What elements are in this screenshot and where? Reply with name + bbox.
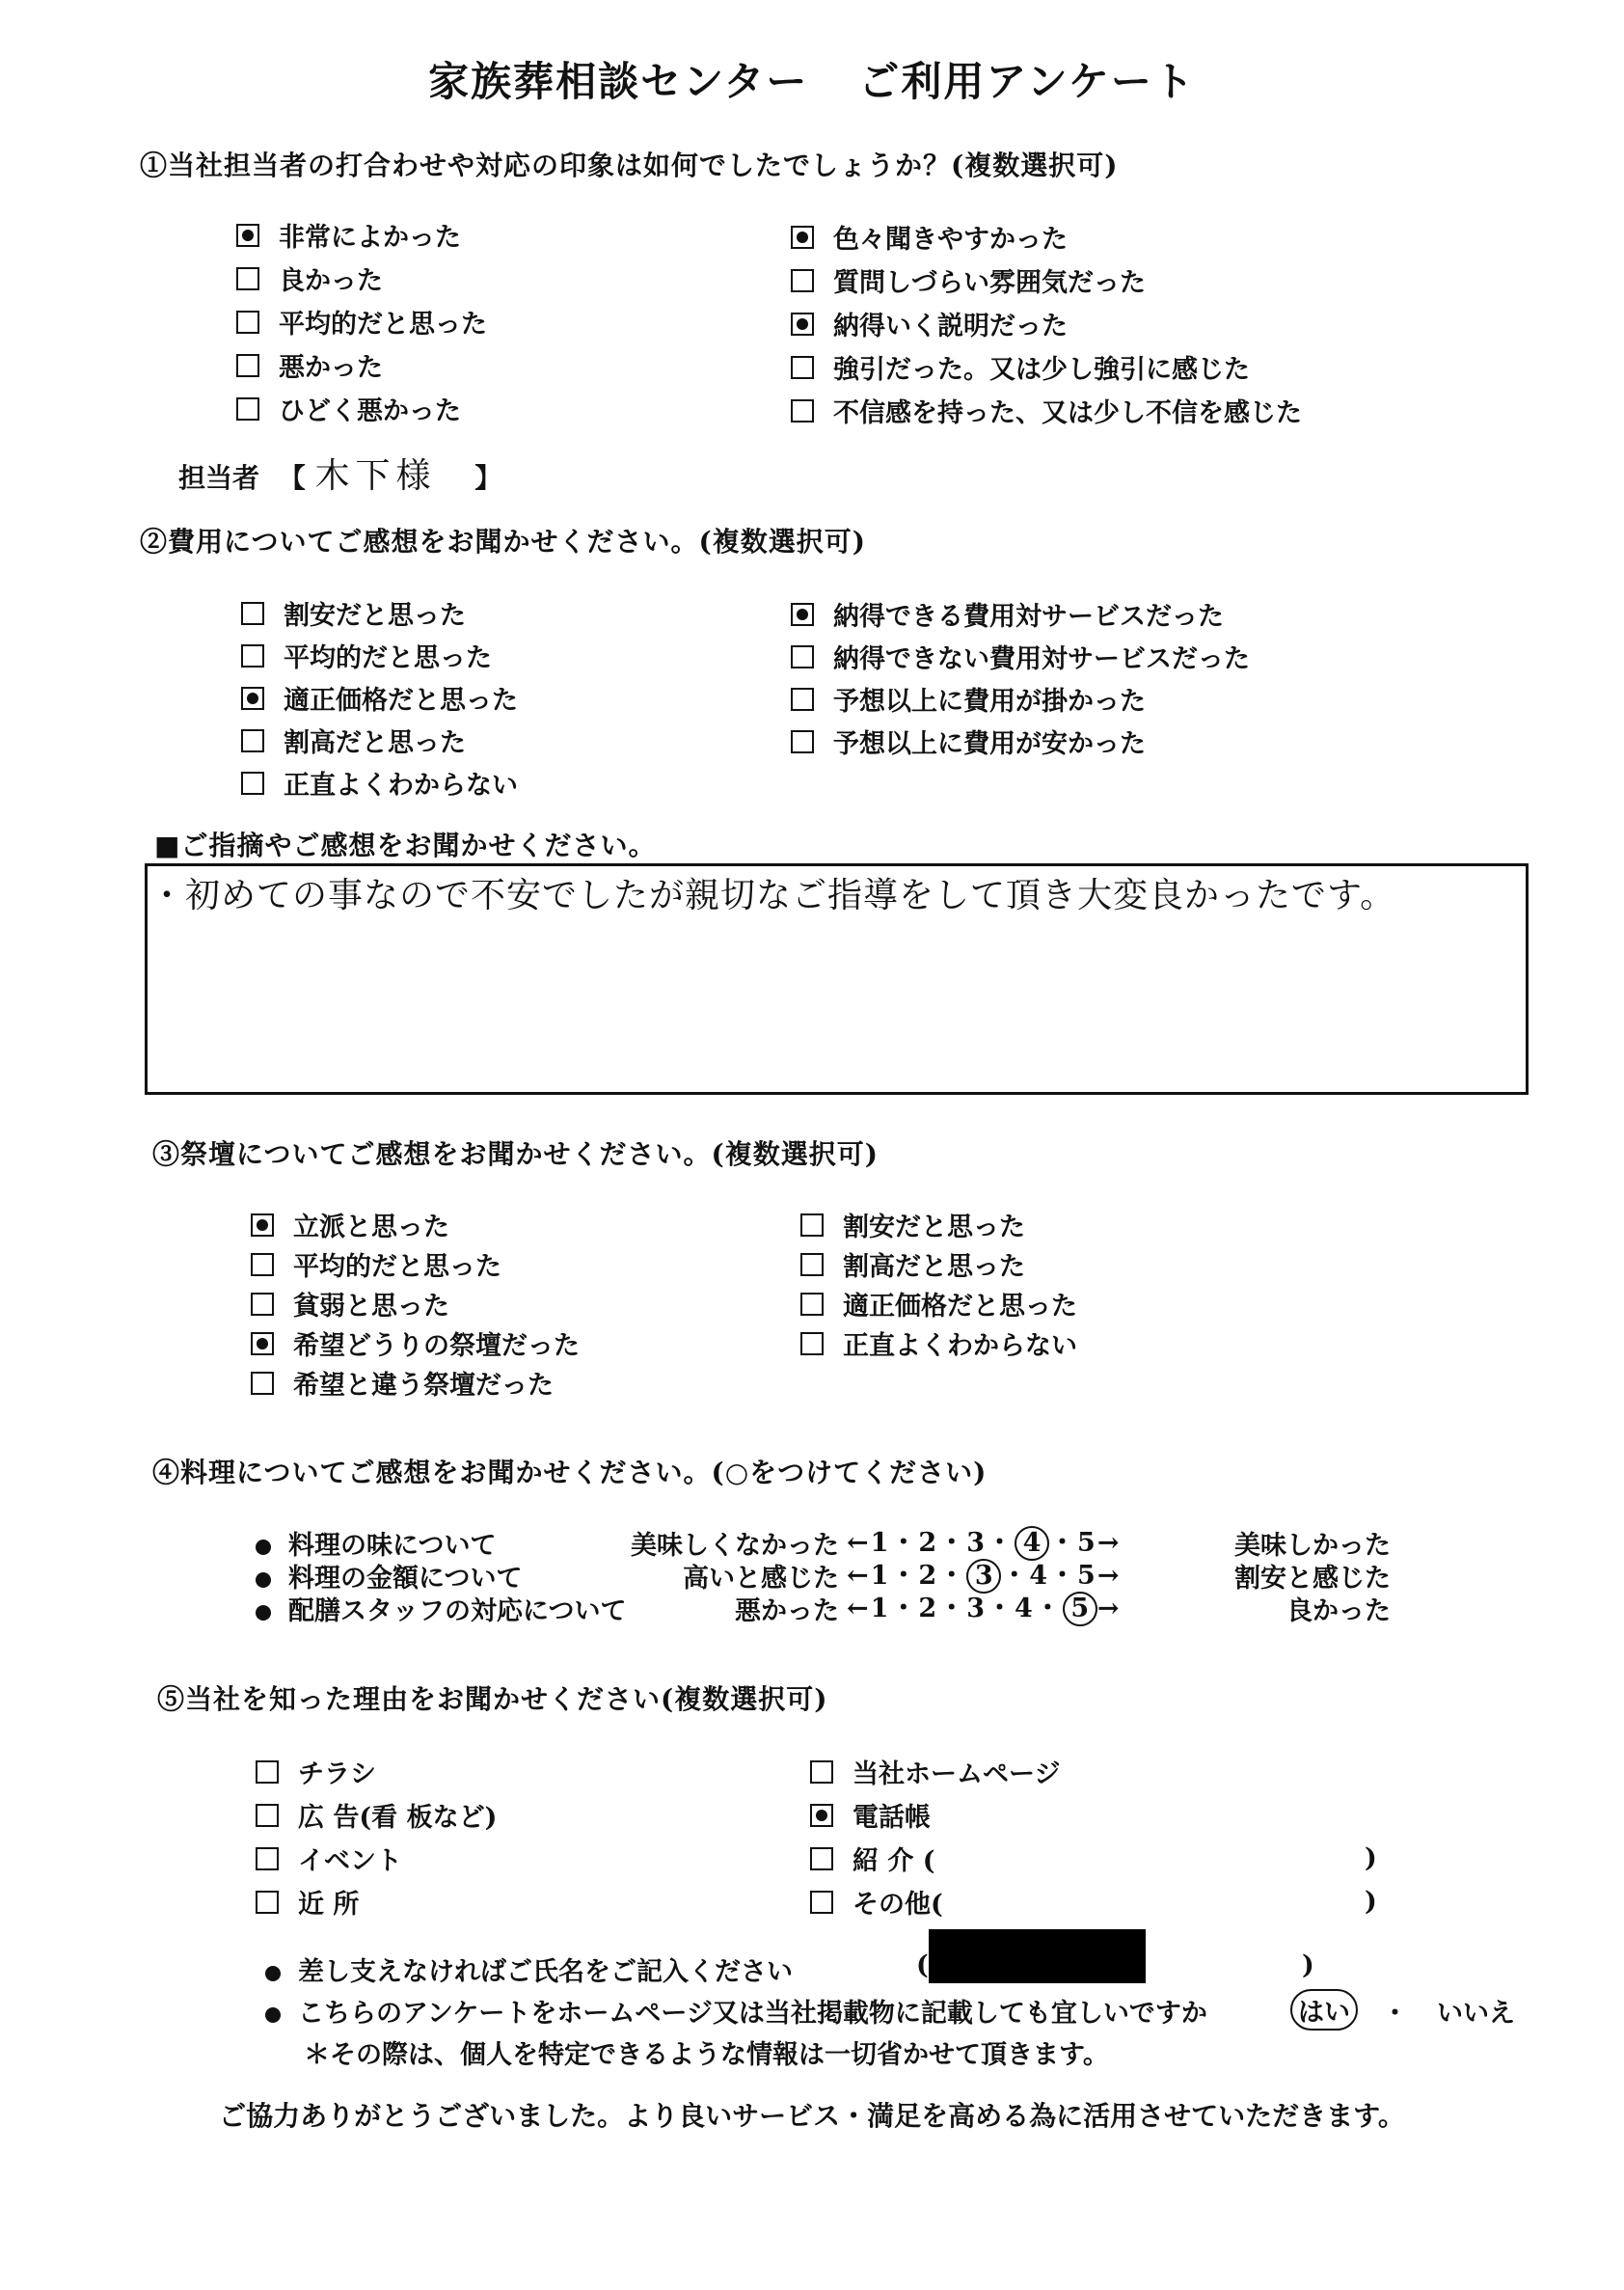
checkbox-icon[interactable] <box>256 1760 279 1784</box>
scale-separator: ・ <box>938 1594 967 1623</box>
staff-label: 担当者 <box>178 462 260 494</box>
option-label: 割高だと思った <box>284 728 466 758</box>
q3-option-left[interactable] <box>251 1285 449 1322</box>
q4-low-label: 悪かった <box>735 1596 839 1626</box>
q1-option-right[interactable] <box>791 261 1146 299</box>
scale-separator: ・ <box>890 1528 919 1558</box>
arrow-left-icon: ← <box>847 1528 871 1558</box>
checkbox-icon[interactable] <box>251 1253 274 1276</box>
checkbox-icon[interactable] <box>800 1253 824 1276</box>
q1-option-left[interactable] <box>236 390 461 427</box>
staff-row <box>178 449 501 498</box>
q5-option-left[interactable] <box>256 1753 376 1790</box>
publish-row <box>265 1992 1207 2030</box>
checked-checkbox-icon[interactable] <box>241 687 264 710</box>
checked-checkbox-icon[interactable] <box>791 313 814 336</box>
scale-separator: ・ <box>987 1594 1015 1623</box>
checkbox-icon[interactable] <box>791 269 814 292</box>
option-label: 当社ホームページ <box>853 1759 1061 1789</box>
checkbox-icon[interactable] <box>810 1847 833 1870</box>
checkbox-icon[interactable] <box>791 356 814 379</box>
q5-option-right[interactable] <box>810 1883 1377 1921</box>
checkbox-icon[interactable] <box>241 772 264 795</box>
checked-checkbox-icon[interactable] <box>791 603 814 626</box>
scale-separator: ・ <box>1034 1594 1063 1623</box>
checkbox-icon[interactable] <box>236 311 259 334</box>
title-org: 家族葬相談センター <box>428 58 809 105</box>
scale-value-selected[interactable]: 4 <box>1015 1526 1049 1561</box>
bullet-icon <box>265 1966 281 1981</box>
q1-option-right[interactable] <box>791 348 1250 386</box>
checked-checkbox-icon[interactable] <box>810 1804 833 1827</box>
arrow-left-icon: ← <box>847 1594 871 1623</box>
scale-value[interactable]: 5 <box>1077 1561 1097 1591</box>
option-label: 割高だと思った <box>843 1252 1025 1282</box>
q5-option-right[interactable] <box>810 1753 1060 1790</box>
option-label: 不信感を持った、又は少し不信を感じた <box>833 398 1302 428</box>
q4-item-label: 料理の金額について <box>288 1564 523 1594</box>
scale-separator: ・ <box>890 1594 919 1623</box>
option-label: 平均的だと思った <box>293 1252 501 1282</box>
arrow-left-icon: ← <box>847 1561 871 1591</box>
scale-separator: ・ <box>987 1528 1015 1558</box>
name-redaction <box>929 1929 1146 1983</box>
scale-value-selected[interactable]: 3 <box>966 1559 1001 1594</box>
checkbox-icon[interactable] <box>810 1891 833 1914</box>
checkbox-icon[interactable] <box>236 397 259 421</box>
q3-option-left[interactable] <box>251 1324 580 1362</box>
q3-heading: ③祭壇についてご感想をお聞かせください。(複数選択可) <box>152 1138 879 1170</box>
option-label: 納得できない費用対サービスだった <box>833 644 1250 674</box>
publish-yes-circled: はい <box>1290 1989 1358 2031</box>
arrow-right-icon: → <box>1096 1561 1122 1591</box>
q1-heading: ①当社担当者の打合わせや対応の印象は如何でしたでしょうか？(複数選択可) <box>140 150 1119 181</box>
q2-option-right[interactable] <box>791 680 1146 718</box>
option-label: 電話帳 <box>853 1803 931 1833</box>
q4-low-label: 美味しくなかった <box>631 1531 839 1561</box>
checkbox-icon[interactable] <box>791 399 814 423</box>
checkbox-icon[interactable] <box>241 729 264 752</box>
option-close-paren: ) <box>1365 1887 1377 1917</box>
option-label: 立派と思った <box>293 1213 449 1242</box>
name-paren-open: ( <box>916 1950 929 1980</box>
checkbox-icon[interactable] <box>791 730 814 753</box>
option-label: 貧弱と思った <box>293 1292 449 1322</box>
q1-option-left[interactable] <box>236 346 383 384</box>
comments-heading: ■ご指摘やご感想をお聞かせください。 <box>154 830 657 861</box>
scale-separator: ・ <box>1001 1561 1030 1591</box>
option-label: 予想以上に費用が掛かった <box>833 687 1146 717</box>
publish-prompt: こちらのアンケートをホームページ又は当社掲載物に記載しても宜しいですか <box>298 1999 1207 2029</box>
q2-option-left[interactable] <box>241 722 466 759</box>
q2-option-right[interactable] <box>791 638 1250 675</box>
name-prompt: 差し支えなければご氏名をご記入ください <box>298 1957 793 1987</box>
checkbox-icon[interactable] <box>810 1760 833 1784</box>
scale-value[interactable]: 2 <box>918 1594 939 1623</box>
q5-option-right[interactable] <box>810 1796 931 1834</box>
option-label: 納得できる費用対サービスだった <box>833 602 1224 632</box>
q2-option-right[interactable] <box>791 595 1224 633</box>
scale-separator: ・ <box>1049 1528 1078 1558</box>
option-label: その他( <box>853 1890 943 1920</box>
survey-title <box>0 50 1624 108</box>
q2-option-left[interactable] <box>241 594 466 632</box>
scale-value[interactable]: 5 <box>1077 1528 1097 1558</box>
checkbox-icon[interactable] <box>251 1372 274 1395</box>
checked-checkbox-icon[interactable] <box>251 1213 274 1237</box>
comment-text: ・初めての事なので不安でしたが親切なご指導をして頂き大変良かったです。 <box>149 876 1396 915</box>
q4-high-label: 美味しかった <box>1234 1531 1391 1561</box>
checkbox-icon[interactable] <box>256 1804 279 1827</box>
option-label: ひどく悪かった <box>279 396 461 426</box>
scale-value[interactable]: 2 <box>918 1528 939 1558</box>
option-label: 近 所 <box>298 1890 360 1920</box>
q3-option-left[interactable] <box>251 1245 501 1283</box>
q2-option-left[interactable] <box>241 764 518 802</box>
option-label: 予想以上に費用が安かった <box>833 729 1146 759</box>
option-label: 正直よくわからない <box>284 771 518 801</box>
q4-row-item <box>256 1590 626 1627</box>
checkbox-icon[interactable] <box>236 267 259 290</box>
option-label: 強引だった。又は少し強引に感じた <box>833 355 1250 385</box>
option-label: 正直よくわからない <box>843 1331 1077 1361</box>
scale-separator: ・ <box>1049 1561 1078 1591</box>
q4-item-label: 配膳スタッフの対応について <box>288 1596 627 1626</box>
scale-value[interactable]: 4 <box>1029 1561 1050 1591</box>
checkbox-icon[interactable] <box>256 1847 279 1870</box>
option-label: 割安だと思った <box>843 1213 1025 1242</box>
q1-option-right[interactable] <box>791 392 1302 429</box>
q5-option-left[interactable] <box>256 1796 497 1834</box>
staff-name: 木下様 <box>314 456 437 496</box>
checked-checkbox-icon[interactable] <box>791 226 814 249</box>
option-close-paren: ) <box>1365 1843 1377 1873</box>
option-label: 希望と違う祭壇だった <box>293 1371 554 1401</box>
scale-value[interactable]: 3 <box>966 1594 988 1623</box>
q1-option-left[interactable] <box>236 303 487 341</box>
q2-option-right[interactable] <box>791 722 1146 760</box>
scale-value[interactable]: 1 <box>870 1528 891 1558</box>
checkbox-icon[interactable] <box>241 602 264 625</box>
option-label: 悪かった <box>279 353 383 383</box>
scale-value[interactable]: 3 <box>966 1528 988 1558</box>
publish-no[interactable]: いいえ <box>1437 1999 1515 2029</box>
bullet-icon <box>256 1572 271 1588</box>
checkbox-icon[interactable] <box>241 644 264 668</box>
scale-value[interactable]: 1 <box>870 1561 891 1591</box>
checkbox-icon[interactable] <box>800 1293 824 1316</box>
publish-sep: ・ <box>1382 1999 1408 2029</box>
option-label: 平均的だと思った <box>279 310 487 340</box>
scale-value[interactable]: 1 <box>870 1594 891 1623</box>
staff-bracket-open: 【 <box>278 462 306 494</box>
q1-option-right[interactable] <box>791 305 1068 342</box>
privacy-note: ＊その際は、個人を特定できるような情報は一切省かせて頂きます。 <box>304 2040 1109 2070</box>
checkbox-icon[interactable] <box>256 1891 279 1914</box>
q3-option-right[interactable] <box>800 1324 1077 1362</box>
q2-option-left[interactable] <box>241 637 492 674</box>
q2-option-left[interactable] <box>241 679 518 717</box>
checkbox-icon[interactable] <box>800 1213 824 1237</box>
option-label: 紹 介 ( <box>853 1846 935 1876</box>
checkbox-icon[interactable] <box>791 688 814 711</box>
q1-option-left[interactable] <box>236 259 383 297</box>
q3-option-right[interactable] <box>800 1206 1025 1243</box>
footer-thanks: ご協力ありがとうございました。より良いサービス・満足を高める為に活用させていただきます。 <box>219 2100 1405 2132</box>
q4-scale <box>847 1587 1121 1626</box>
q4-low-label: 高いと感じた <box>683 1564 839 1594</box>
option-label: 色々聞きやすかった <box>833 225 1068 255</box>
checkbox-icon[interactable] <box>251 1293 274 1316</box>
option-label: 適正価格だと思った <box>284 686 518 716</box>
bullet-icon <box>265 2007 281 2023</box>
q3-option-right[interactable] <box>800 1285 1077 1322</box>
bullet-icon <box>256 1605 271 1621</box>
q5-option-left[interactable] <box>256 1840 402 1877</box>
option-label: 納得いく説明だった <box>833 312 1068 341</box>
checked-checkbox-icon[interactable] <box>236 224 259 247</box>
q5-option-right[interactable] <box>810 1840 1377 1877</box>
q4-high-label: 割安と感じた <box>1234 1564 1391 1594</box>
checkbox-icon[interactable] <box>236 354 259 377</box>
checkbox-icon[interactable] <box>791 645 814 668</box>
q3-option-left[interactable] <box>251 1206 449 1243</box>
scale-value[interactable]: 2 <box>918 1561 939 1591</box>
name-paren-close: ) <box>1302 1950 1314 1980</box>
scale-separator: ・ <box>890 1561 919 1591</box>
scale-separator: ・ <box>938 1528 967 1558</box>
option-label: イベント <box>298 1846 402 1876</box>
arrow-right-icon: → <box>1096 1528 1122 1558</box>
scale-value[interactable]: 4 <box>1015 1594 1035 1623</box>
checkbox-icon[interactable] <box>800 1332 824 1355</box>
q4-item-label: 料理の味について <box>288 1531 497 1561</box>
option-label: 広 告(看 板など) <box>298 1803 498 1833</box>
scale-separator: ・ <box>938 1561 967 1591</box>
arrow-right-icon: → <box>1096 1594 1122 1623</box>
q2-heading: ②費用についてご感想をお聞かせください。(複数選択可) <box>140 526 866 558</box>
option-label: 平均的だと思った <box>284 643 492 673</box>
scale-value-selected[interactable]: 5 <box>1063 1592 1097 1626</box>
name-row <box>265 1950 793 1988</box>
q4-heading: ④料理についてご感想をお聞かせください。(○をつけてください) <box>152 1457 988 1488</box>
q3-option-left[interactable] <box>251 1364 554 1402</box>
publish-yes[interactable] <box>1290 1989 1358 2031</box>
q1-option-right[interactable] <box>791 218 1068 256</box>
option-label: 適正価格だと思った <box>843 1292 1077 1322</box>
option-label: 非常によかった <box>279 223 461 253</box>
staff-bracket-close: 】 <box>474 462 502 494</box>
q3-option-right[interactable] <box>800 1245 1025 1283</box>
option-label: 割安だと思った <box>284 601 466 631</box>
q1-option-left[interactable] <box>236 216 461 254</box>
q4-high-label: 良かった <box>1286 1596 1391 1626</box>
option-label: 希望どうりの祭壇だった <box>293 1331 580 1361</box>
option-label: 質問しづらい雰囲気だった <box>833 268 1146 298</box>
q5-option-left[interactable] <box>256 1883 359 1921</box>
title-survey: ご利用アンケート <box>858 58 1196 105</box>
option-label: チラシ <box>298 1759 376 1789</box>
checked-checkbox-icon[interactable] <box>251 1332 274 1355</box>
bullet-icon <box>256 1540 271 1555</box>
q5-heading: ⑤当社を知った理由をお聞かせください(複数選択可) <box>157 1683 828 1715</box>
option-label: 良かった <box>279 266 383 296</box>
